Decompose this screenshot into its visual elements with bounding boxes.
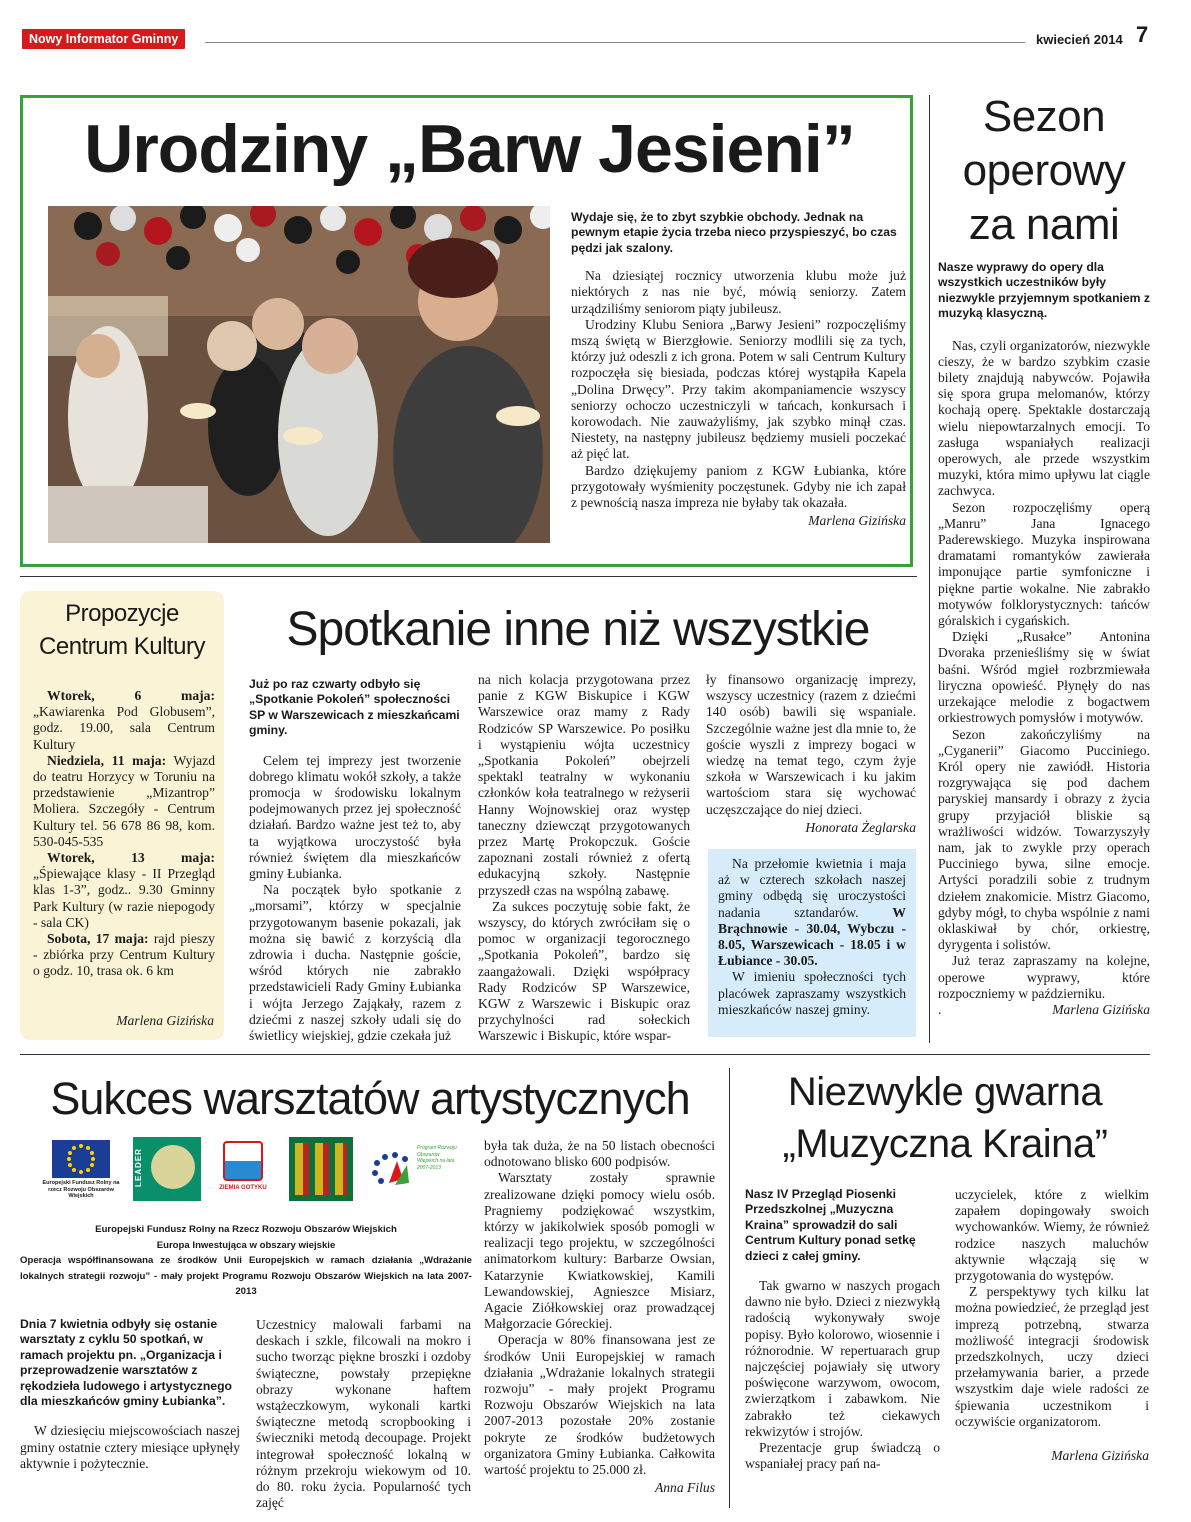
title-line: za nami [968,200,1120,249]
article-kraina-col1 [745,1187,940,1517]
event-day: Sobota, 17 maja: [47,931,149,947]
article-urodziny-lead: Wydaje się, że to zbyt szybkie obchody. Jednak na pewnym etapie życia trzeba nieco przyspieszyć, bo czas pędzi jak szalony. [571,210,897,255]
paragraph [718,856,906,969]
seniors-party-photo [48,206,550,543]
leader-text: LEADER [133,1148,143,1187]
article-kraina-author: Marlena Gizińska [1051,1448,1149,1464]
ziemia-gotyku-logo [213,1137,273,1201]
paragraph: Prezentacje grup świadczą o wspaniałej pracy pań na- [745,1440,940,1472]
page-header [0,0,1191,50]
event-entry [33,850,215,931]
article-urodziny-body [571,268,906,511]
article-spotkanie-title: Spotkanie inne niż wszystkie [286,603,870,656]
infobox-text: Na przełomie kwietnia i maja aż w czterech szkołach naszej gminy odbędą się uroczystości nadania sztandarów. [718,856,906,920]
paragraph: była tak duża, że na 50 listach obecności odnotowano blisko 600 podpisów. [484,1138,715,1170]
paragraph: Warsztaty zostały sprawnie zrealizowane dzięki pomocy wielu osób. Pragniemy podziękować wszystkim, którzy w jakikolwiek sposób pomogli w realizacji tego projektu, w szczególności animatorkom kultury: Barbarze Owsian, Katarzynie Kwiatkowskiej, Kamili Lewandowskiej, Agnieszce Misiarz, Agacie Ziółkowskiej oraz prowadzącej Małgorzacie Góreckiej. [484,1170,715,1332]
article-warsztaty-body1 [20,1423,240,1472]
paragraph: W dziesięciu miejscowościach naszej gminy ostatnie cztery miesiące upłynęły aktywnie i pożytecznie. [20,1423,240,1471]
article-warsztaty-author: Anna Filus [654,1480,715,1496]
article-kraina-col2 [955,1187,1149,1517]
event-text: „Śpiewające klasy - II Przegląd klas 1-3”, godz.. 9.30 Gminny Park Kultury (w razie niepogody - sala CK) [33,866,215,930]
paragraph: Bardzo dziękujemy paniom z KGW Łubianka, które przygotowały wyśmienity poczęstunek. Gdyby nie ich zapał z pewnością nasza impreza nie byłaby tak okazała. [571,462,906,511]
castle-icon [223,1141,263,1181]
article-warsztaty-body3 [484,1138,715,1478]
column-divider [929,95,930,1043]
section-divider [20,576,917,577]
article-spotkanie-col1 [249,677,461,1047]
publication-name: Nowy Informator Gminny [22,29,185,49]
paragraph: Już teraz zapraszamy na kolejne, operowe wyprawy, które rozpoczniemy w październiku. [938,953,1150,1001]
page-number: 7 [1136,22,1149,47]
paragraph: ły finansowo organizację imprezy, wszyscy uczestnicy (razem z dziećmi 140 osób) bawili się wspaniale. Szczególnie ważne jest dla mnie to, że goście wyszli z imprezy bogaci w wiedzę na temat tego, czym żyje szkoła w Warszewicach i ku jakim wartościom stara się wychować uczęszczające do niej dzieci. [706,672,916,817]
funding-line: Europa Inwestująca w obszary wiejskie [156,1239,336,1251]
paragraph: W imieniu społeczności tych placówek zapraszamy wszystkich mieszkańców naszej gminy. [718,969,906,1017]
title-line: Centrum Kultury [39,633,205,660]
funding-note [20,1222,472,1300]
article-kraina-title [740,1066,1150,1170]
article-opera-author: Marlena Gizińska [1052,1001,1150,1017]
prow-logo [365,1137,460,1201]
paragraph: Tak gwarno w naszych progach dawno nie było. Dzieci z niezwykłą radością wykonywały swoje popisy. Było kolorowo, wiosennie i różnorodnie. W repertuarach grup najczęściej pojawiały się utwory poświęcone warzywom, owocom, zwierzątkom i zabawkom. Nie zabrakło też ciekawych rekwizytów i strojów. [745,1278,940,1439]
event-entry [33,688,215,753]
article-urodziny-text [571,210,906,560]
article-spotkanie-body3 [706,672,916,818]
issue-date: kwiecień 2014 [1036,32,1123,47]
leader-circle-icon [151,1145,195,1189]
sidebar-entries [33,688,215,980]
event-entry [33,931,215,980]
event-day: Wtorek, 13 maja: [47,850,215,866]
article-warsztaty-lead: Dnia 7 kwietnia odbyły się ostanie warsztaty z cyklu 50 spotkań, w ramach projektu pn. „Organizacja i przeprowadzenie warsztatów z rękodzieła ludowego i artystycznego dla mieszkańców gminy Łubianka”. [20,1317,232,1409]
event-entry [33,753,215,850]
article-spotkanie-col3 [706,672,916,842]
paragraph: Na dziesiątej rocznicy utworzenia klubu może już niektórych z nas nie być, mówią seniorzy. Zatem urządziliśmy seniorom piąty jubileusz. [571,268,906,316]
article-opera [938,90,1150,1050]
section-divider [20,1054,1150,1055]
title-line: operowy [962,146,1126,195]
article-opera-title [938,90,1150,252]
column-divider [729,1068,730,1508]
title-line: Sezon [982,92,1106,141]
article-urodziny-author: Marlena Gizińska [808,513,906,529]
paragraph: Dzięki „Rusałce” Antonina Dvoraka przenieśliśmy się w świat baśni. Wśród mgieł rozbrzmiewała liryczna opowieść. Płynęły do nas urzekające melodie z bogactwem orkiestrowych pomysłów i motywów. [938,629,1150,726]
paragraph: uczycielek, które z wielkim zapałem dopingowały swoich wychowanków. Wiemy, że również rodzice naszych maluchów aktywnie włączają się w przygotowania do występów. [955,1187,1149,1284]
event-day: Niedziela, 11 maja: [47,752,167,768]
dot: . [938,1001,942,1017]
photo-illustration [48,206,550,543]
event-text: rajd pieszy - zbiórka przy Centrum Kultury o godz. 10, trasa ok. 6 km [33,931,215,979]
article-warsztaty-col2 [256,1317,471,1517]
article-spotkanie-lead: Już po raz czwarty odbyło się „Spotkanie Pokoleń” społeczności SP w Warszewicach z mieszkańcami gminy. [249,677,460,738]
flag-ceremony-infobox [708,849,916,1037]
article-opera-lead: Nasze wyprawy do opery dla wszystkich uczestników były niezwykle przyjemnym spotkaniem z muzyką klasyczną. [938,260,1150,321]
article-warsztaty-col3 [484,1138,715,1518]
paragraph: Sezon zakończyliśmy na „Cyganerii” Giacomo Pucciniego. Król opery nie zawiódł. Historia rozgrywająca się pod dachem paryskiej mansardy i obrazy z życia grupy przyjaciół bliskie są wrażliwości widzów. Towarzyszyły nam, jak to zwykle przy operach Pucciniego bywa, silne emocje. Artyści poradzili sobie z trudnym dziełem znakomicie. Mistrz Giacomo, gdyby mógł, to chyba wspólnie z nami oklaskiwał by chór, orkiestrę, dyrygenta i solistów. [938,726,1150,953]
article-kraina-lead: Nasz IV Przegląd Piosenki Przedszkolnej „Muzyczna Kraina” sprowadził do sali Centrum Kultury ponad setkę dzieci z całej gminy. [745,1187,916,1263]
eu-stars [52,1140,110,1178]
infobox-dates: W Brąchnowie - 30.04, Wybczu - 8.05, Warszewicach - 18.05 i w Łubiance - 30.05. [718,904,906,969]
sidebar-title [20,597,224,663]
article-spotkanie-col2 [478,672,690,1047]
lgd-logo [289,1137,353,1201]
article-warsztaty-col1 [20,1317,240,1517]
article-spotkanie-author: Honorata Żeglarska [805,819,916,835]
eu-flag-logo [40,1138,122,1200]
ziemia-text: ZIEMIA GOTYKU [219,1185,267,1191]
paragraph: Sezon rozpoczęliśmy operą „Manru” Jana Ignacego Paderewskiego. Muzyka inspirowana dramatami romantyków zawierała imponujące partie symfoniczne i piękne partie wokalne. Nie zabrakło motywów folklorystycznych: tańców góralskich i cygańskich. [938,499,1150,629]
eu-flag-icon [52,1140,110,1178]
prow-text: Program Rozwoju Obszarów Wiejskich na lata 2007-2013 [417,1145,457,1171]
sidebar-author: Marlena Gizińska [116,1013,214,1028]
event-day: Wtorek, 6 maja: [47,688,215,703]
paragraph: Urodziny Klubu Seniora „Barwy Jesieni” rozpoczęliśmy mszą świętą w Bierzgłowie. Seniorzy modlili się za tych, którzy już odeszli z ich grona. Potem w sali Centrum Kultury rozpoczęła się biesiada, podczas której wystąpiła Kapela „Dolina Drwęcy”. Przy takim akompaniamencie wszyscy seniorzy ochoczo uczestniczyli w tańcach, konkursach i korowodach. Nie zauważyliśmy, jak szybko minął czas. Niestety, na następny jubileusz będziemy musieli poczekać aż pięć lat. [571,316,906,462]
paragraph: na nich kolacja przygotowana przez panie z KGW Biskupice i KGW Warszewice oraz mamy z Rady Rodziców SP Warszewice. Po posiłku i wystąpieniu wójta uczestnicy „Spotkania Pokoleń” obejrzeli spektakl teatralny w wykonaniu członków koła teatralnego w reżyserii Hanny Wojnowskiej oraz występ taneczny dziewcząt przygotowanych przez Martę Prokopczuk. Goście zapoznani zostali również z ofertą edukacyjną szkoły. Następnie przyszedł czas na wspólną zabawę. [478,672,690,898]
funding-line: Operacja współfinansowana ze środków Unii Europejskich w ramach działania „Wdrażanie lokalnych strategii rozwoju” - mały projekt Programu Rozwoju Obszarów Wiejskich na lata 2007-2013 [20,1255,472,1298]
sidebar-events [20,591,224,1040]
funding-line: Europejski Fundusz Rolny na Rzecz Rozwoju Obszarów Wiejskich [95,1224,397,1235]
article-urodziny [20,95,913,567]
paragraph: Celem tej imprezy jest tworzenie dobrego klimatu wokół szkoły, a także promocja w środowisku lokalnym podejmowanych przez jej społeczność działań. Bardzo ważne jest też to, aby ta wyjątkowa uroczystość była również świętem dla mieszkańców gminy Łubianka. [249,752,461,882]
paragraph: Z perspektywy tych kilku lat można powiedzieć, że przegląd jest imprezą potrzebną, stwarza możliwość integracji środowisk przedszkolnych, uczy dzieci przełamywania barier, a przede wszystkim daje wiele radości ze śpiewania uczestnikom i oczywiście organizatorom. [955,1284,1149,1429]
eu-logo-caption: Europejski Fundusz Rolny na rzecz Rozwoju Obszarów Wiejskich [42,1180,120,1199]
article-urodziny-title: Urodziny „Barw Jesieni” [84,111,855,187]
lgd-pattern-icon [295,1143,347,1195]
header-rule [205,42,1025,43]
paragraph: Uczestnicy malowali farbami na deskach i szkle, filcowali na mokro i sucho tworząc piękne broszki i ozdoby świąteczne, powstały przepiękne obrazy wykonane haftem wstążeczkowym, wykonali kartki świąteczne metodą scropbooking i świeczniki metodą decoupage. Projekt integrował społeczność lokalną w różnym przekroju wiekowym od 10. do 80. roku życia. Popularność tych zajęć [256,1317,471,1511]
title-line: Niezwykle gwarna [787,1070,1103,1114]
article-warsztaty-title: Sukces warsztatów artystycznych [50,1073,690,1124]
article-opera-body [938,338,1150,1002]
paragraph: Na początek było spotkanie z „morsami”, którzy w specjalnie przygotowanym basenie pokazali, jak można się bawić z korzyścią dla zdrowia i ducha. Następnie goście, wśród których nie zabrakło przedstawicieli Rady Gminy Łubianka i wójta Jerzego Zająkały, razem z dziećmi z naszej szkoły udali się do świetlicy wiejskiej, gdzie czekała już [249,882,461,1044]
event-text: „Kawiarenka Pod Globusem”, godz. 19.00, sala Centrum Kultury [33,704,215,752]
title-line: „Muzyczna Kraina” [782,1122,1108,1166]
prow-stars-icon [367,1143,415,1193]
paragraph: Nas, czyli organizatorów, niezwykle cieszy, że w bardzo szybkim czasie bilety znajdują nabywców. Pojawiła się spora grupa melomanów, którzy kochają operę. Spektakle dostarczają wielu niepowtarzalnych emocji. To zasługa wspaniałych realizacji operowych, ale przede wszystkim muzyki, która mimo upływu lat ciągle zachwyca. [938,337,1150,499]
leader-logo [133,1137,201,1201]
paragraph: Za sukces poczytuję sobie fakt, że wszyscy, do których zwróciłam się o pomoc w organizacji tegorocznego „Spotkania Pokoleń”, bardzo się zaangażowali. Dzięki współpracy Rady Rodziców SP Warszewice, KGW z Warszewic i Biskupic oraz przychylności rad sołeckich Warszewic i Biskupic, które wspar- [478,898,690,1044]
article-spotkanie-body1 [249,753,461,1045]
title-line: Propozycje [65,600,179,627]
paragraph: Operacja w 80% finansowana jest ze środków Unii Europejskiej w ramach działania „Wdrażanie lokalnych strategii rozwoju” - mały projekt Programu Rozwoju Obszarów Wiejskich na lata 2007-2013 pozostałe 20% zostanie pokryte ze środków budżetowych organizatora Gminy Łubianka. Całkowita wartość projektu to 25.000 zł. [484,1332,715,1478]
event-text: Wyjazd do teatru Horzycy w Toruniu na przedstawienie „Mizantrop” Moliera. Szczegóły - Centrum Kultury tel. 56 678 86 98, kom. 530-045-535 [33,752,215,849]
article-kraina-body1 [745,1278,940,1472]
article-kraina-body2 [955,1187,1149,1430]
